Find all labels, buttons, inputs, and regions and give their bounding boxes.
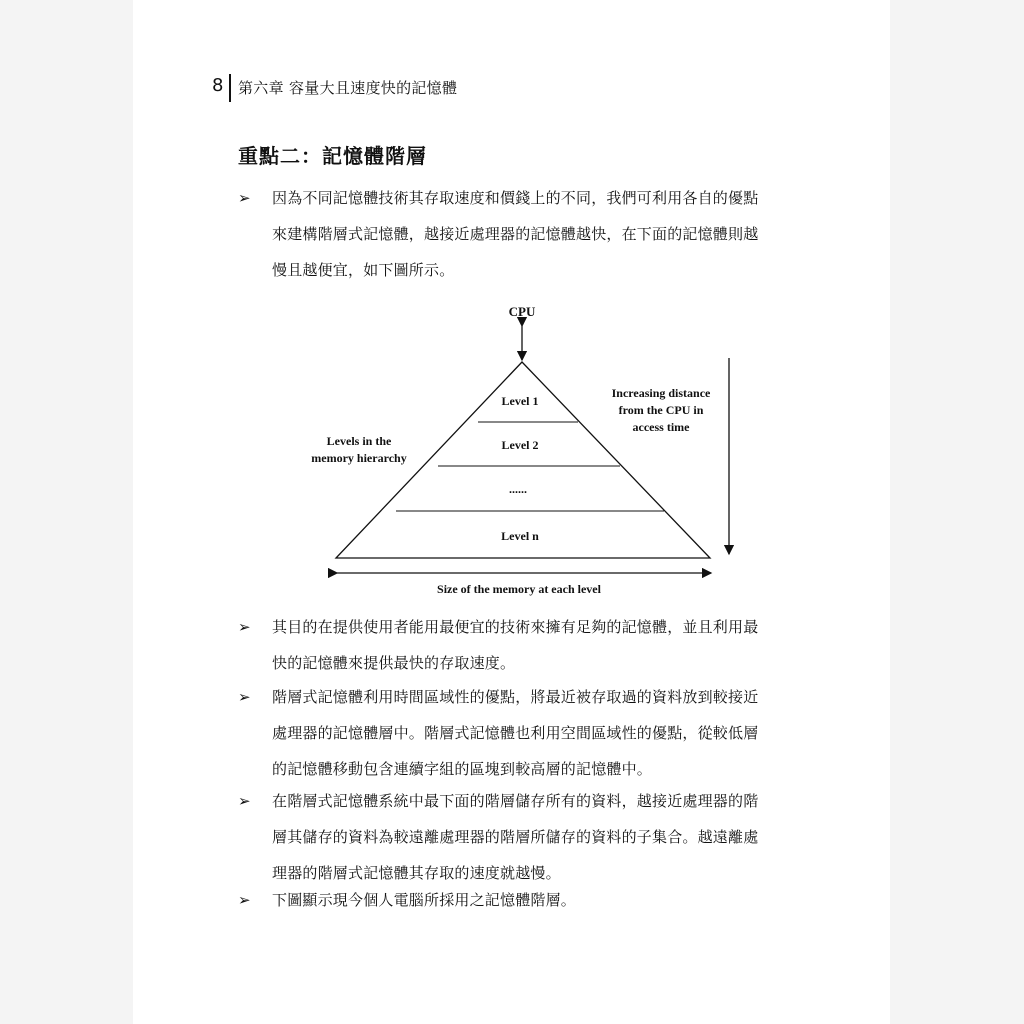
bullet-line: 其目的在提供使用者能用最便宜的技術來擁有足夠的記憶體，並且利用最 [272,618,759,636]
distance-label-line: from the CPU in [618,403,704,417]
bullet-line: 處理器的記憶體層中。階層式記憶體也利用空間區域性的優點，從較低層 [272,724,759,742]
level-label: Level n [501,529,539,543]
bullet-line: 層其儲存的資料為較遠離處理器的階層所儲存的資料的子集合。越遠離處 [272,828,759,846]
bullet-item [238,882,795,918]
document-page [133,0,890,1024]
bullet-arrow-icon: ➢ [238,618,251,636]
distance-label-line: Increasing distance [611,386,711,400]
memory-hierarchy-diagram [133,290,890,610]
bullet-line: 的記憶體移動包含連續字組的區塊到較高層的記憶體中。 [272,760,653,778]
bullet-item [238,180,795,288]
distance-label-line: access time [632,420,690,434]
bullet-item [238,609,795,681]
bullet-arrow-icon: ➢ [238,792,251,810]
section-title: 重點二：記憶體階層 [238,144,427,168]
bullet-line: 理器的階層式記憶體其存取的速度就越慢。 [272,864,561,882]
level-label: Level 1 [501,394,539,408]
bullet-line: 階層式記憶體利用時間區域性的優點，將最近被存取過的資料放到較接近 [272,688,759,706]
bullet-line: 在階層式記憶體系統中最下面的階層儲存所有的資料，越接近處理器的階 [272,792,759,810]
bullet-item [238,679,795,787]
size-label: Size of the memory at each level [437,582,601,596]
level-label: ...... [509,482,527,496]
bullet-arrow-icon: ➢ [238,891,251,909]
levels-label-line: memory hierarchy [311,451,407,465]
level-label: Level 2 [501,438,539,452]
bullet-line: 快的記憶體來提供最快的存取速度。 [272,654,516,672]
bullet-arrow-icon: ➢ [238,189,251,207]
header-separator [229,74,231,102]
cpu-label: CPU [508,304,536,319]
chapter-title: 第六章 容量大且速度快的記憶體 [238,79,458,97]
bullet-arrow-icon: ➢ [238,688,251,706]
bullet-line: 下圖顯示現今個人電腦所採用之記憶體階層。 [272,891,577,909]
bullet-line: 來建構階層式記憶體，越接近處理器的記憶體越快，在下面的記憶體則越 [272,225,759,243]
page-number: 8 [212,75,224,96]
bullet-item [238,783,795,891]
levels-label-line: Levels in the [326,434,392,448]
bullet-line: 因為不同記憶體技術其存取速度和價錢上的不同，我們可利用各自的優點 [272,189,759,207]
bullet-line: 慢且越便宜，如下圖所示。 [272,261,455,279]
